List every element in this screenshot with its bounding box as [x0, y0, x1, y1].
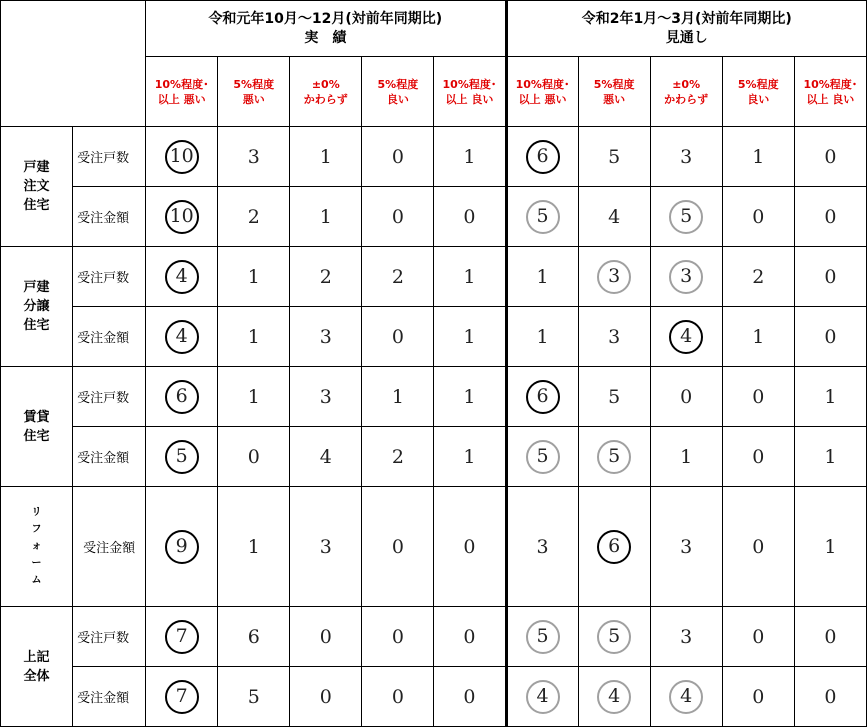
circled-value: 5 [526, 440, 560, 474]
value-cell [506, 367, 578, 427]
value-cell [650, 127, 722, 187]
table-row [1, 487, 867, 607]
value: 1 [463, 145, 476, 168]
value: 1 [463, 265, 476, 288]
value: 3 [247, 145, 260, 168]
value-cell [290, 487, 362, 607]
category-label-line: フ [31, 524, 42, 535]
row-label: 受注金額 [73, 427, 146, 487]
row-label: 受注戸数 [73, 247, 146, 307]
value-cell [218, 247, 290, 307]
column-header-line2: 良い [747, 92, 770, 106]
value-cell [434, 487, 506, 607]
value: 3 [680, 145, 693, 168]
column-header-line1: 5%程度 [593, 77, 635, 91]
value: 0 [463, 685, 476, 708]
value-cell [578, 187, 650, 247]
circled-value: 5 [526, 200, 560, 234]
category-label [1, 127, 73, 247]
circled-value: 4 [669, 680, 703, 714]
table-row [1, 187, 867, 247]
value-cell [218, 487, 290, 607]
value-cell [650, 307, 722, 367]
category-label-line: 住宅 [23, 428, 50, 444]
value-cell [362, 307, 434, 367]
category-label [1, 487, 73, 607]
category-label-line: 賃貸 [23, 409, 50, 425]
table-row [1, 127, 867, 187]
value: 1 [391, 385, 404, 408]
column-header-line2: 以上 悪い [518, 92, 567, 106]
category-label-line: 戸建 [23, 160, 50, 175]
column-header-actual-5 [434, 57, 506, 127]
column-header-line2: 悪い [603, 92, 626, 106]
value-cell [506, 307, 578, 367]
column-header-line2: 以上 良い [806, 92, 855, 106]
value: 0 [752, 205, 765, 228]
value: 1 [824, 385, 837, 408]
value-cell [650, 427, 722, 487]
value: 0 [391, 625, 404, 648]
row-label: 受注金額 [73, 307, 146, 367]
column-header-line1: 5%程度 [737, 77, 779, 91]
value-cell [362, 427, 434, 487]
category-label-line: 注文 [23, 179, 50, 194]
value-cell [290, 367, 362, 427]
column-header-line1: 10%程度･ [442, 77, 497, 91]
row-label: 受注戸数 [73, 127, 146, 187]
value-cell [650, 247, 722, 307]
value: 1 [752, 145, 765, 168]
table-row [1, 667, 867, 727]
value-cell [722, 307, 794, 367]
value: 0 [391, 685, 404, 708]
value: 3 [608, 325, 621, 348]
value-cell [434, 427, 506, 487]
value-cell [218, 187, 290, 247]
value-cell [578, 667, 650, 727]
value: 0 [752, 535, 765, 558]
column-header-line2: 良い [386, 92, 409, 106]
value: 2 [319, 265, 332, 288]
value: 1 [752, 325, 765, 348]
value-cell [290, 607, 362, 667]
period2-header [506, 1, 866, 57]
value-cell [362, 247, 434, 307]
row-label: 受注金額 [73, 187, 146, 247]
circled-value: 4 [165, 260, 199, 294]
category-label-line: リ [31, 507, 42, 518]
circled-value: 4 [526, 680, 560, 714]
value-cell [506, 607, 578, 667]
value-cell [794, 127, 866, 187]
value-cell [794, 187, 866, 247]
value-cell [506, 127, 578, 187]
value: 1 [536, 265, 549, 288]
value-cell [794, 367, 866, 427]
value: 0 [391, 145, 404, 168]
value-cell [506, 427, 578, 487]
value-cell [506, 487, 578, 607]
row-label: 受注金額 [73, 487, 146, 607]
value: 0 [824, 625, 837, 648]
table-row [1, 607, 867, 667]
corner-cell [1, 1, 146, 127]
value-cell [650, 367, 722, 427]
value: 1 [824, 535, 837, 558]
value-cell [650, 607, 722, 667]
column-header-line1: ±0% [311, 77, 340, 91]
value-cell [362, 367, 434, 427]
value-cell [794, 247, 866, 307]
value: 1 [463, 325, 476, 348]
column-header-actual-3 [290, 57, 362, 127]
category-label-line: 戸建 [23, 280, 50, 295]
value-cell [722, 667, 794, 727]
value: 1 [247, 325, 260, 348]
circled-value: 5 [597, 620, 631, 654]
category-label-line: ム [31, 575, 42, 586]
circled-value: 4 [669, 320, 703, 354]
circled-value: 7 [165, 680, 199, 714]
value: 0 [463, 535, 476, 558]
value-cell [290, 307, 362, 367]
value: 0 [824, 685, 837, 708]
value: 3 [319, 385, 332, 408]
value: 0 [824, 325, 837, 348]
value: 5 [608, 385, 621, 408]
column-header-line1: 10%程度･ [154, 77, 209, 91]
value-cell [794, 307, 866, 367]
column-header-forecast-1 [506, 57, 578, 127]
column-header-line1: 10%程度･ [803, 77, 858, 91]
value: 4 [608, 205, 621, 228]
category-label-line: ー [31, 558, 42, 569]
circled-value: 3 [597, 260, 631, 294]
period1-title: 令和元年10月～12月(対前年同期比) [208, 10, 443, 27]
value-cell [794, 427, 866, 487]
value-cell [578, 487, 650, 607]
circled-value: 6 [597, 530, 631, 564]
value: 1 [319, 205, 332, 228]
category-label-line: 全体 [23, 668, 50, 684]
value-cell [578, 367, 650, 427]
value-cell [506, 667, 578, 727]
value: 0 [391, 535, 404, 558]
value-cell [362, 187, 434, 247]
category-label [1, 607, 73, 727]
column-header-actual-4 [362, 57, 434, 127]
value: 0 [463, 625, 476, 648]
column-header-line2: 悪い [242, 92, 265, 106]
circled-value: 3 [669, 260, 703, 294]
value-cell [794, 487, 866, 607]
period2-subtitle: 見通し [665, 29, 708, 46]
value-cell [218, 307, 290, 367]
value: 0 [752, 685, 765, 708]
value-cell [146, 247, 218, 307]
column-header-line2: かわらず [303, 92, 348, 106]
value: 0 [319, 625, 332, 648]
value-cell [722, 367, 794, 427]
value: 1 [247, 535, 260, 558]
value: 2 [752, 265, 765, 288]
value-cell [146, 187, 218, 247]
value: 1 [463, 445, 476, 468]
value-cell [290, 247, 362, 307]
circled-value: 5 [597, 440, 631, 474]
value-cell [578, 127, 650, 187]
value: 3 [319, 325, 332, 348]
value-cell [794, 667, 866, 727]
column-header-line1: 10%程度･ [515, 77, 570, 91]
value: 0 [752, 625, 765, 648]
value: 3 [680, 625, 693, 648]
value: 1 [680, 445, 693, 468]
category-label-line: ォ [31, 541, 42, 552]
circled-value: 7 [165, 620, 199, 654]
value-cell [578, 607, 650, 667]
row-label: 受注金額 [73, 667, 146, 727]
value-cell [434, 247, 506, 307]
value-cell [146, 487, 218, 607]
value-cell [146, 607, 218, 667]
value-cell [218, 127, 290, 187]
period2-title: 令和2年1月～3月(対前年同期比) [581, 10, 792, 27]
row-label: 受注戸数 [73, 367, 146, 427]
value-cell [362, 607, 434, 667]
value: 2 [247, 205, 260, 228]
circled-value: 5 [526, 620, 560, 654]
value: 4 [319, 445, 332, 468]
value: 0 [319, 685, 332, 708]
value-cell [362, 667, 434, 727]
table-row [1, 427, 867, 487]
circled-value: 6 [165, 380, 199, 414]
value-cell [146, 127, 218, 187]
value-cell [146, 667, 218, 727]
column-header-forecast-4 [722, 57, 794, 127]
value: 0 [463, 205, 476, 228]
circled-value: 5 [165, 440, 199, 474]
value-cell [362, 487, 434, 607]
value: 2 [391, 445, 404, 468]
value: 0 [824, 205, 837, 228]
column-header-forecast-5 [794, 57, 866, 127]
value: 1 [824, 445, 837, 468]
value: 0 [752, 385, 765, 408]
table-row [1, 247, 867, 307]
column-header-actual-2 [218, 57, 290, 127]
value-cell [434, 607, 506, 667]
value: 5 [608, 145, 621, 168]
column-header-line2: 以上 悪い [157, 92, 206, 106]
category-label-line: 住宅 [23, 318, 50, 333]
circled-value: 4 [597, 680, 631, 714]
value: 3 [680, 535, 693, 558]
value: 0 [680, 385, 693, 408]
value-cell [434, 307, 506, 367]
value-cell [722, 187, 794, 247]
value-cell [794, 607, 866, 667]
column-header-line1: 5%程度 [377, 77, 419, 91]
value: 1 [319, 145, 332, 168]
category-label-line: 上記 [23, 649, 50, 665]
column-header-forecast-3 [650, 57, 722, 127]
value-cell [290, 187, 362, 247]
column-header-line2: 以上 良い [445, 92, 494, 106]
row-label: 受注戸数 [73, 607, 146, 667]
value: 1 [536, 325, 549, 348]
value-cell [650, 187, 722, 247]
table-row [1, 367, 867, 427]
value: 0 [824, 265, 837, 288]
circled-value: 10 [165, 140, 199, 174]
category-label [1, 367, 73, 487]
value: 0 [824, 145, 837, 168]
column-header-line1: 5%程度 [233, 77, 275, 91]
circled-value: 5 [669, 200, 703, 234]
circled-value: 9 [165, 530, 199, 564]
value-cell [578, 427, 650, 487]
value: 6 [247, 625, 260, 648]
value: 3 [319, 535, 332, 558]
value-cell [434, 667, 506, 727]
value-cell [578, 247, 650, 307]
value-cell [650, 487, 722, 607]
value: 0 [247, 445, 260, 468]
value-cell [146, 307, 218, 367]
value-cell [722, 487, 794, 607]
value-cell [218, 667, 290, 727]
category-label-line: 分譲 [23, 299, 50, 314]
circled-value: 10 [165, 200, 199, 234]
table-row [1, 307, 867, 367]
column-header-line2: かわらず [664, 92, 709, 106]
category-label [1, 247, 73, 367]
value: 2 [391, 265, 404, 288]
value: 1 [463, 385, 476, 408]
value-cell [434, 127, 506, 187]
value-cell [506, 247, 578, 307]
value-cell [722, 607, 794, 667]
value-cell [290, 427, 362, 487]
value-cell [218, 427, 290, 487]
value-cell [290, 667, 362, 727]
period1-header [146, 1, 506, 57]
value-cell [290, 127, 362, 187]
category-label-line: 住宅 [23, 198, 50, 213]
value-cell [434, 367, 506, 427]
value-cell [146, 367, 218, 427]
value-cell [218, 367, 290, 427]
circled-value: 6 [526, 140, 560, 174]
value-cell [578, 307, 650, 367]
value: 1 [247, 385, 260, 408]
column-header-line1: ±0% [672, 77, 701, 91]
value-cell [362, 127, 434, 187]
value: 0 [391, 325, 404, 348]
value: 1 [247, 265, 260, 288]
value-cell [722, 127, 794, 187]
circled-value: 4 [165, 320, 199, 354]
value-cell [146, 427, 218, 487]
column-header-forecast-2 [578, 57, 650, 127]
value-cell [434, 187, 506, 247]
value: 3 [536, 535, 549, 558]
value-cell [650, 667, 722, 727]
value-cell [722, 247, 794, 307]
value: 5 [247, 685, 260, 708]
value-cell [506, 187, 578, 247]
column-header-actual-1 [146, 57, 218, 127]
value-cell [218, 607, 290, 667]
value-cell [722, 427, 794, 487]
period1-subtitle: 実 績 [304, 29, 347, 46]
value: 0 [391, 205, 404, 228]
value: 0 [752, 445, 765, 468]
circled-value: 6 [526, 380, 560, 414]
